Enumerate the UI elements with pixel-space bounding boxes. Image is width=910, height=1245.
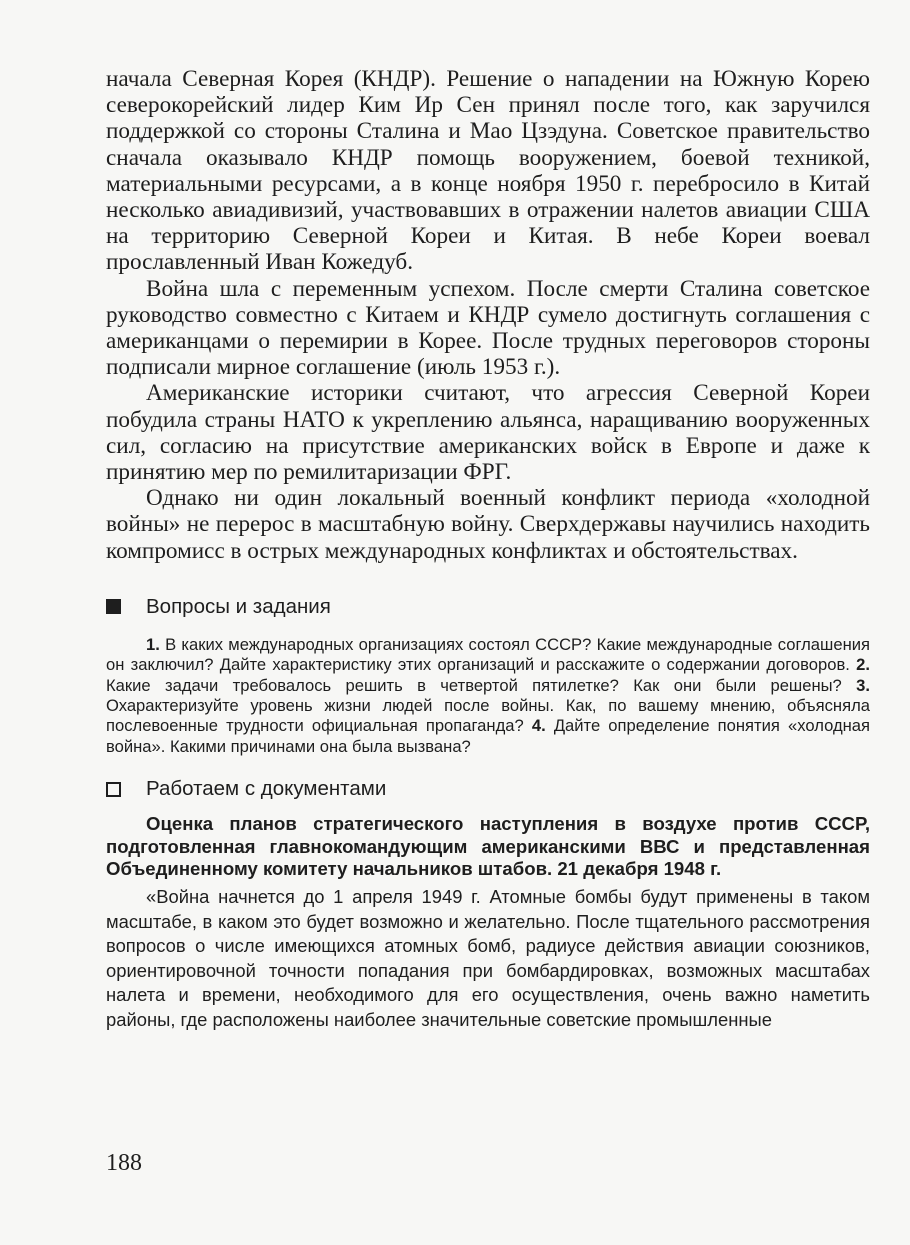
question-3-number: 3. [856, 675, 870, 695]
question-2-text: Какие задачи требовалось решить в четвертой пятилетке? Как они были решены? [106, 675, 842, 695]
document-body: «Война начнется до 1 апреля 1949 г. Атомные бомбы будут применены в таком масштабе, в каком это будет возможно и желательно. После тщательного рассмотрения вопросов о числе имеющихся атомных бомб, радиусе действия авиации союзников, ориентировочной точности попадания при бомбардировках, возможных масштабах налета и времени, необходимого для его осуществления, очень важно наметить районы, где расположены наиболее значительные советские промышленные [106, 886, 870, 1031]
page-number: 188 [106, 1150, 142, 1176]
body-paragraph-2: Война шла с переменным успехом. После смерти Сталина советское руководство совместно с Китаем и КНДР сумело достигнуть соглашения с американцами о перемирии в Корее. После трудных переговоров стороны подписали мирное соглашение (июль 1953 г.). [106, 275, 870, 381]
document-title: Оценка планов стратегического наступления в воздухе против СССР, подготовленная главнокомандующим американскими ВВС и представленная Объединенному комитету начальников штабов. 21 декабря 1948 г. [106, 813, 870, 880]
page-content [106, 66, 870, 1033]
question-4-text: Дайте определение понятия «холодная война». Какими причинами она была вызвана? [106, 716, 870, 756]
questions-heading [106, 595, 870, 619]
question-1-text: В каких международных организациях состоял СССР? Какие международные соглашения он заключил? Дайте характеристику этих организаций и расскажите о содержании договоров. [106, 634, 870, 675]
question-3-text: Охарактеризуйте уровень жизни людей после войны. Как, по вашему мнению, объясняла послевоенные трудности официальная пропаганда? [106, 696, 870, 736]
question-4-number: 4. [531, 716, 554, 736]
body-paragraph-3: Американские историки считают, что агрессия Северной Кореи побудила страны НАТО к укреплению альянса, наращиванию вооруженных сил, согласию на присутствие американских войск в Европе и даже к принятию мер по ремилитаризации ФРГ. [106, 380, 870, 486]
documents-heading-label: Работаем с документами [146, 777, 387, 801]
documents-heading [106, 777, 870, 801]
questions-list [106, 635, 870, 757]
filled-square-icon [106, 599, 121, 614]
body-paragraph-1: начала Северная Корея (КНДР). Решение о нападении на Южную Корею северокорейский лидер Ким Ир Сен принял после того, как заручился поддержкой со стороны Сталина и Мао Цзэдуна. Советское правительство сначала оказывало КНДР помощь вооружением, боевой техникой, материальными ресурсами, а в конце ноября 1950 г. перебросило в Китай несколько авиадивизий, участвовавших в отражении налетов авиации США на территорию Северной Кореи и Китая. В небе Кореи воевал прославленный Иван Кожедуб. [106, 66, 870, 276]
question-1-number: 1. [146, 634, 166, 654]
questions-heading-label: Вопросы и задания [146, 594, 331, 618]
question-2-number: 2. [856, 655, 870, 675]
open-square-icon [106, 782, 121, 797]
body-paragraph-4: Однако ни один локальный военный конфликт периода «холодной войны» не перерос в масштабную войну. Сверхдержавы научились находить компромисс в острых международных конфликтах и обстоятельствах. [106, 485, 870, 564]
